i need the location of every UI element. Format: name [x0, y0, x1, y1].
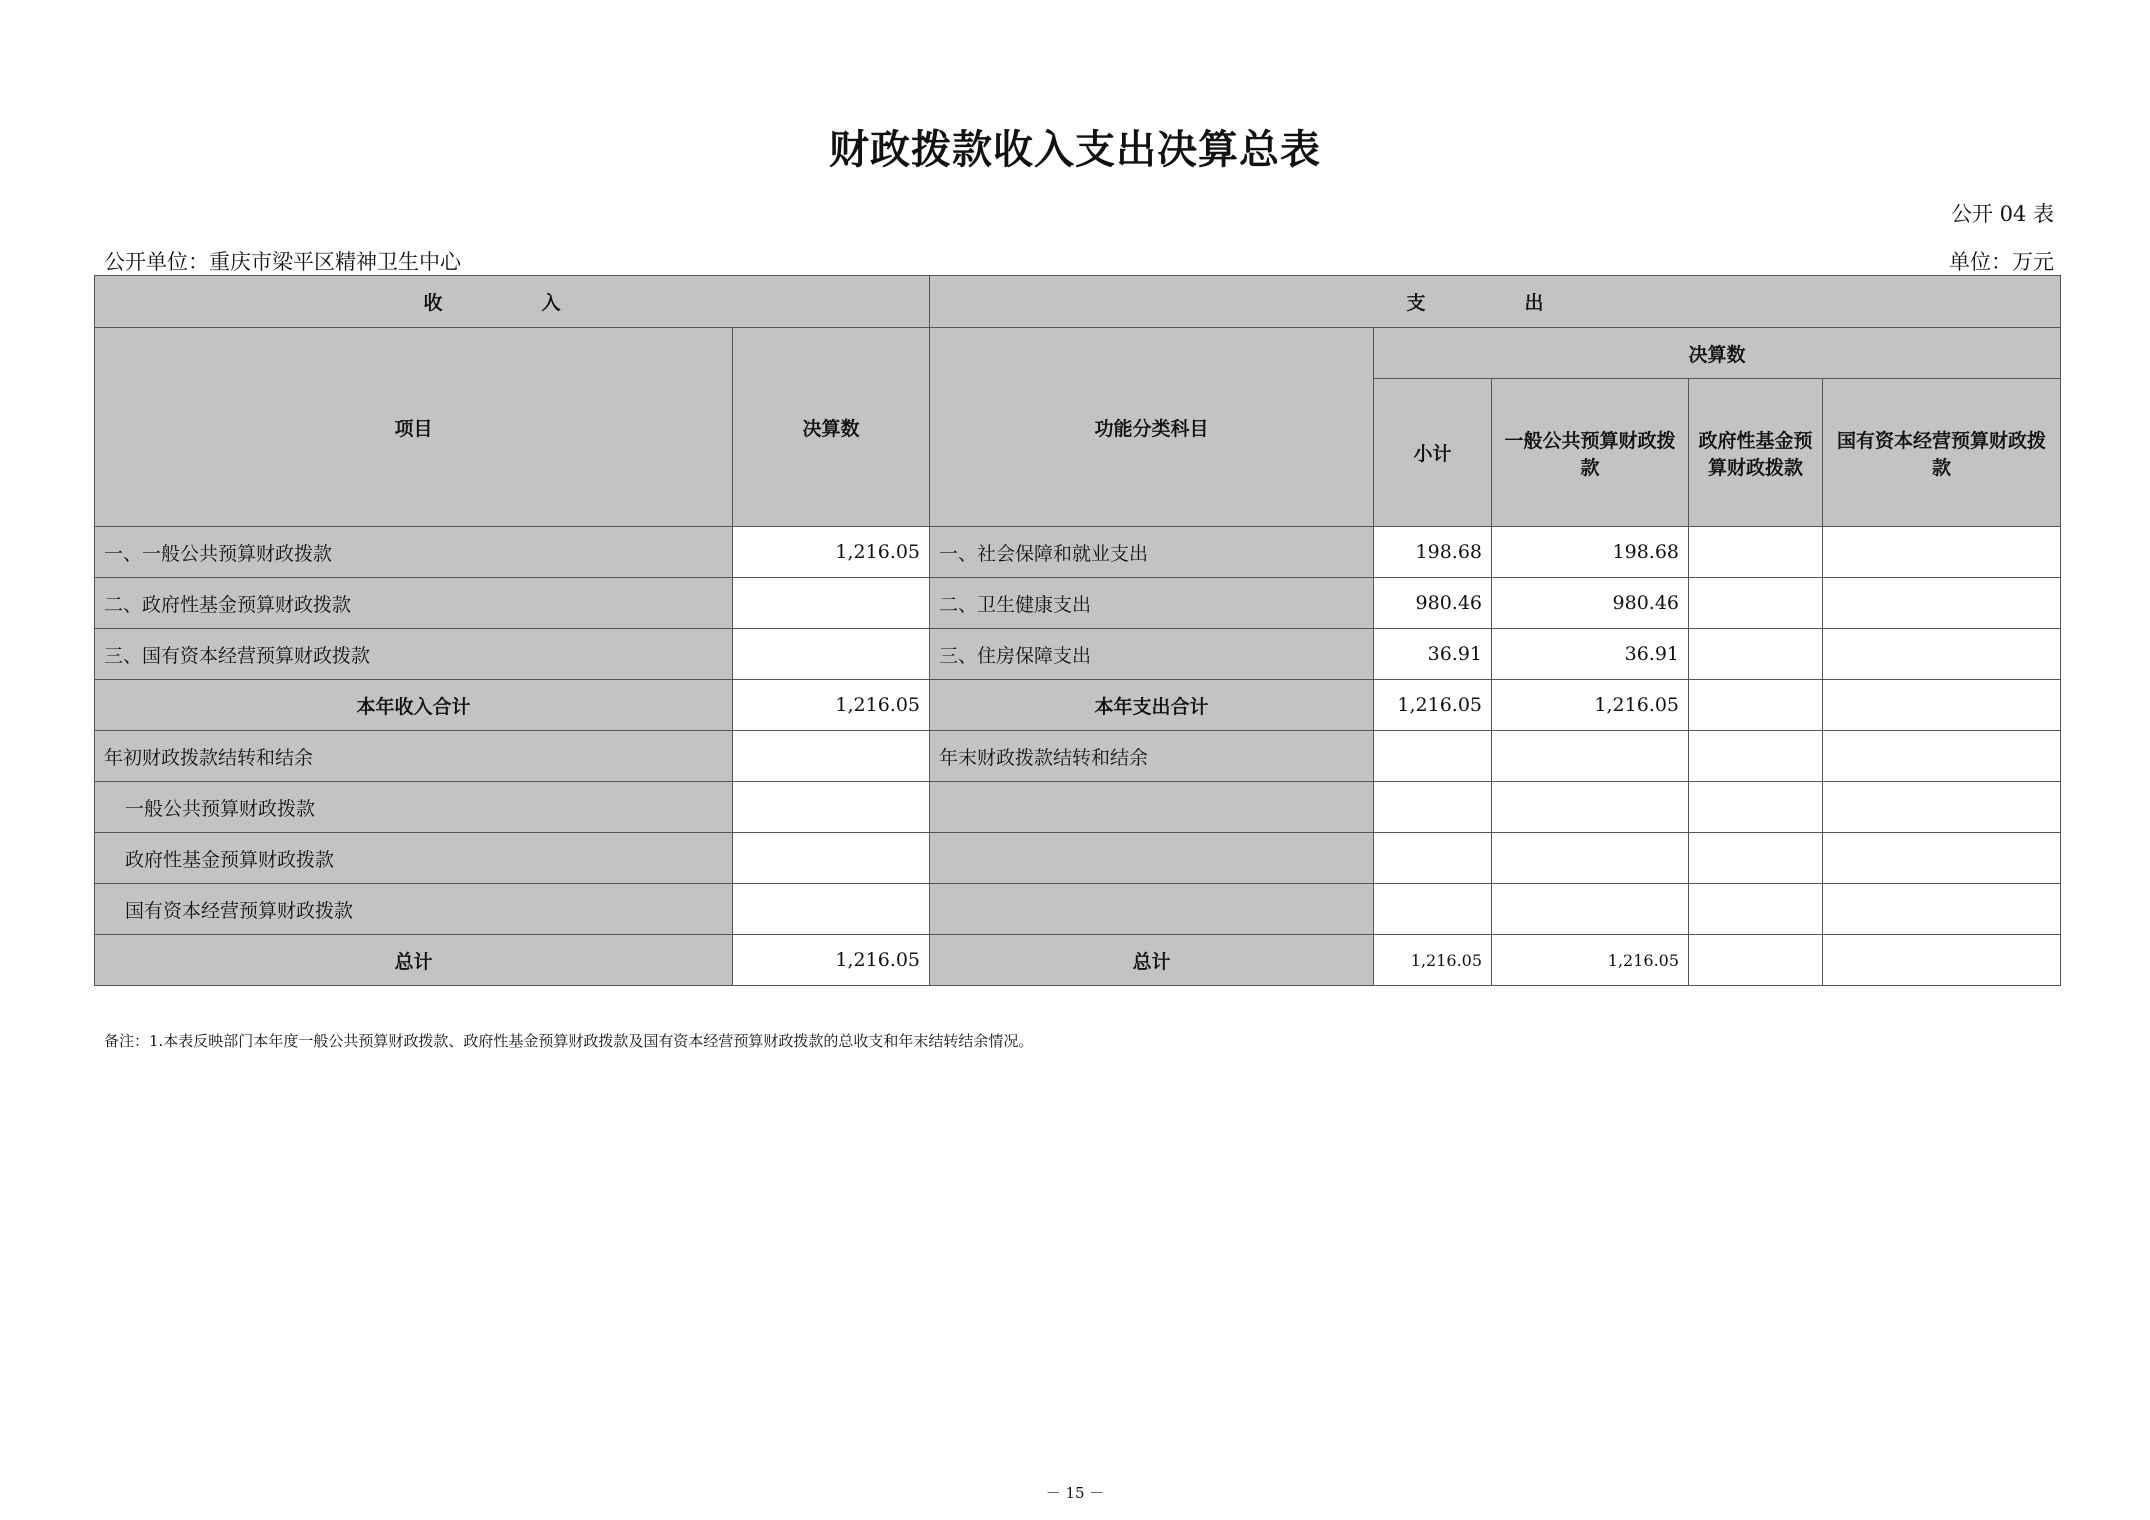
income-item: 一般公共预算财政拨款 — [95, 782, 733, 833]
expense-item: 二、卫生健康支出 — [930, 578, 1374, 629]
footnote: 备注：1.本表反映部门本年度一般公共预算财政拨款、政府性基金预算财政拨款及国有资本经营预算财政拨款的总收支和年末结转结余情况。 — [104, 1032, 1034, 1050]
amount-header: 决算数 — [733, 328, 930, 527]
general-cell — [1492, 731, 1689, 782]
general-cell — [1492, 833, 1689, 884]
income-total-label: 本年收入合计 — [95, 680, 733, 731]
general-cell: 1,216.05 — [1492, 935, 1689, 986]
subtotal-cell — [1374, 731, 1492, 782]
general-cell: 1,216.05 — [1492, 680, 1689, 731]
general-cell — [1492, 884, 1689, 935]
budget-summary-table — [94, 275, 2061, 986]
capital-cell — [1823, 833, 2061, 884]
expense-item: 年末财政拨款结转和结余 — [930, 731, 1374, 782]
fund-cell — [1689, 782, 1823, 833]
capital-cell — [1823, 935, 2061, 986]
fund-cell — [1689, 884, 1823, 935]
general-cell — [1492, 782, 1689, 833]
table-row — [95, 527, 2061, 578]
fund-cell — [1689, 578, 1823, 629]
capital-cell — [1823, 629, 2061, 680]
capital-cell — [1823, 527, 2061, 578]
income-amount: 1,216.05 — [733, 935, 930, 986]
subtotal-cell — [1374, 833, 1492, 884]
income-amount — [733, 833, 930, 884]
gov-fund-header: 政府性基金预算财政拨款 — [1689, 379, 1823, 527]
expense-item — [930, 782, 1374, 833]
expense-header: 支 出 — [930, 276, 2061, 328]
subtotal-cell: 198.68 — [1374, 527, 1492, 578]
subtotal-cell — [1374, 782, 1492, 833]
table-row — [95, 629, 2061, 680]
table-row — [95, 884, 2061, 935]
fund-cell — [1689, 935, 1823, 986]
subtotal-cell: 980.46 — [1374, 578, 1492, 629]
income-amount — [733, 629, 930, 680]
capital-cell — [1823, 680, 2061, 731]
form-number: 公开 04 表 — [1950, 202, 2054, 226]
income-grand-total-label: 总计 — [95, 935, 733, 986]
table-row — [95, 935, 2061, 986]
income-item: 二、政府性基金预算财政拨款 — [95, 578, 733, 629]
fund-cell — [1689, 833, 1823, 884]
table-row — [95, 731, 2061, 782]
expense-item: 三、住房保障支出 — [930, 629, 1374, 680]
income-header: 收 入 — [95, 276, 930, 328]
expense-total-label: 本年支出合计 — [930, 680, 1374, 731]
state-capital-header: 国有资本经营预算财政拨款 — [1823, 379, 2061, 527]
general-cell: 980.46 — [1492, 578, 1689, 629]
capital-cell — [1823, 782, 2061, 833]
subtotal-cell — [1374, 884, 1492, 935]
income-item: 一、一般公共预算财政拨款 — [95, 527, 733, 578]
general-cell: 198.68 — [1492, 527, 1689, 578]
income-item: 国有资本经营预算财政拨款 — [95, 884, 733, 935]
table-row — [95, 578, 2061, 629]
table-row — [95, 833, 2061, 884]
fund-cell — [1689, 527, 1823, 578]
income-amount: 1,216.05 — [733, 527, 930, 578]
function-subject-header: 功能分类科目 — [930, 328, 1374, 527]
reporting-unit: 公开单位：重庆市梁平区精神卫生中心 — [104, 250, 461, 274]
expense-grand-total-label: 总计 — [930, 935, 1374, 986]
subtotal-cell: 36.91 — [1374, 629, 1492, 680]
subtotal-cell: 1,216.05 — [1374, 680, 1492, 731]
currency-unit: 单位：万元 — [1949, 250, 2054, 274]
item-header: 项目 — [95, 328, 733, 527]
subtotal-cell: 1,216.05 — [1374, 935, 1492, 986]
subtotal-header: 小计 — [1374, 379, 1492, 527]
fund-cell — [1689, 680, 1823, 731]
income-item: 政府性基金预算财政拨款 — [95, 833, 733, 884]
income-item: 三、国有资本经营预算财政拨款 — [95, 629, 733, 680]
general-budget-header: 一般公共预算财政拨款 — [1492, 379, 1689, 527]
income-amount: 1,216.05 — [733, 680, 930, 731]
table-row — [95, 782, 2061, 833]
general-cell: 36.91 — [1492, 629, 1689, 680]
capital-cell — [1823, 731, 2061, 782]
fund-cell — [1689, 629, 1823, 680]
fund-cell — [1689, 731, 1823, 782]
income-amount — [733, 578, 930, 629]
page-title: 财政拨款收入支出决算总表 — [829, 126, 1321, 173]
expense-item — [930, 884, 1374, 935]
income-amount — [733, 731, 930, 782]
expense-item — [930, 833, 1374, 884]
income-item: 年初财政拨款结转和结余 — [95, 731, 733, 782]
income-amount — [733, 782, 930, 833]
capital-cell — [1823, 884, 2061, 935]
table-row — [95, 680, 2061, 731]
income-amount — [733, 884, 930, 935]
expense-item: 一、社会保障和就业支出 — [930, 527, 1374, 578]
page-number: － 15 － — [1045, 1484, 1105, 1502]
final-amount-header: 决算数 — [1374, 328, 2061, 379]
capital-cell — [1823, 578, 2061, 629]
